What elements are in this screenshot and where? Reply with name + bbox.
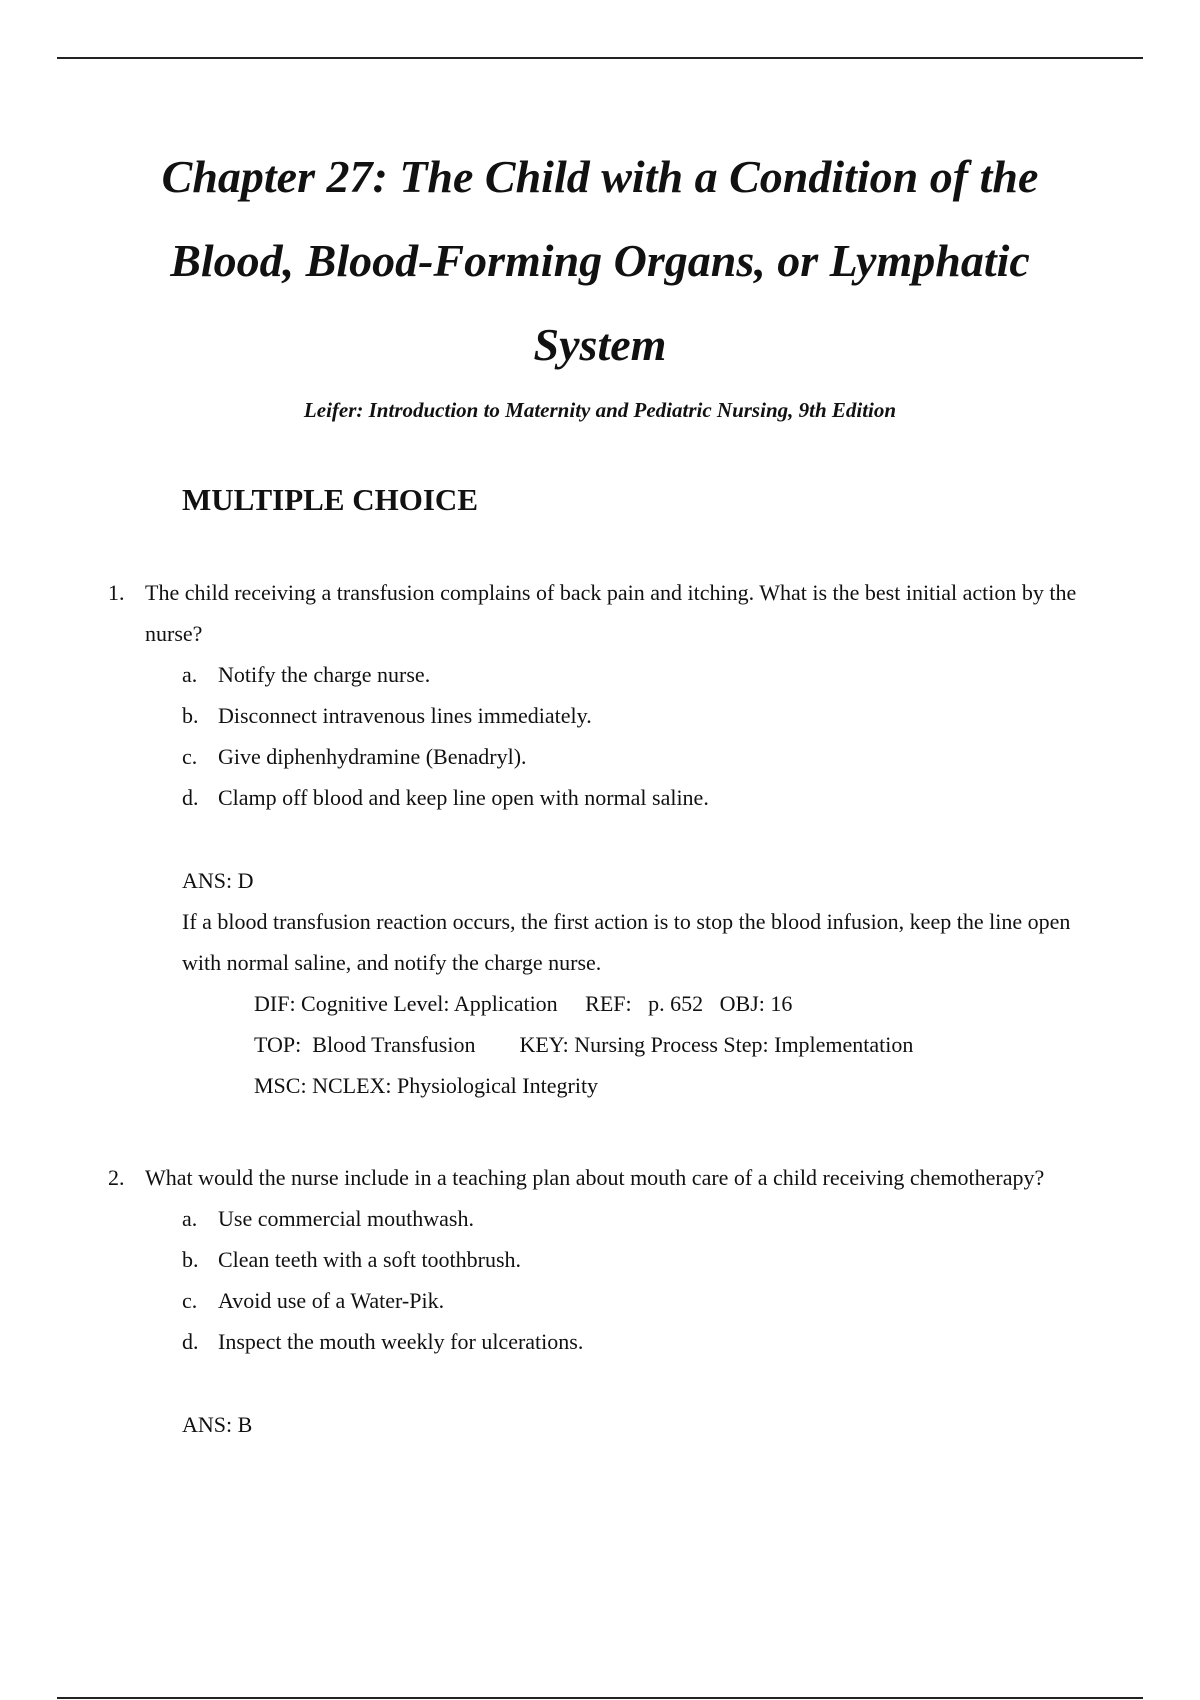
option-letter: c. — [182, 744, 198, 769]
answer-key: ANS: B — [182, 1412, 253, 1437]
metadata-topic-row: TOP: Blood Transfusion KEY: Nursing Process Step: Implementation — [254, 1032, 914, 1057]
question-stem — [108, 1157, 1088, 1198]
option-letter: d. — [182, 1329, 199, 1354]
option-text: Inspect the mouth weekly for ulcerations. — [218, 1329, 584, 1354]
option-text: Disconnect intravenous lines immediately. — [218, 703, 592, 728]
option-letter: c. — [182, 1288, 198, 1313]
option-letter: b. — [182, 1247, 199, 1272]
section-heading: MULTIPLE CHOICE — [182, 482, 478, 517]
option-text: Clean teeth with a soft toothbrush. — [218, 1247, 522, 1272]
question-text: What would the nurse include in a teaching plan about mouth care of a child receiving chemotherapy? — [145, 1165, 1045, 1190]
option-d — [182, 1321, 1088, 1362]
chapter-title: Chapter 27: The Child with a Condition of the Blood, Blood-Forming Organs, or Lymphatic System — [161, 151, 1039, 370]
metadata-msc-row: MSC: NCLEX: Physiological Integrity — [254, 1073, 599, 1098]
option-text: Avoid use of a Water-Pik. — [218, 1288, 445, 1313]
option-letter: b. — [182, 703, 199, 728]
option-text: Clamp off blood and keep line open with normal saline. — [218, 785, 709, 810]
bottom-rule — [57, 1697, 1143, 1699]
metadata-difficulty-row: DIF: Cognitive Level: Application REF: p. 652 OBJ: 16 — [254, 991, 793, 1016]
option-d — [182, 777, 1088, 818]
option-c — [182, 736, 1088, 777]
option-text: Notify the charge nurse. — [218, 662, 431, 687]
option-letter: d. — [182, 785, 199, 810]
option-a — [182, 1198, 1088, 1239]
question-2 — [108, 1157, 1088, 1445]
answer-options — [108, 1198, 1088, 1362]
option-text: Use commercial mouthwash. — [218, 1206, 474, 1231]
question-number: 2. — [108, 1165, 125, 1190]
question-1 — [108, 572, 1088, 1106]
option-a — [182, 654, 1088, 695]
top-rule — [57, 57, 1143, 59]
question-text: The child receiving a transfusion complains of back pain and itching. What is the best initial action by the nurse? — [145, 580, 1077, 646]
book-subtitle: Leifer: Introduction to Maternity and Pediatric Nursing, 9th Edition — [303, 398, 897, 422]
question-number: 1. — [108, 580, 125, 605]
option-text: Give diphenhydramine (Benadryl). — [218, 744, 527, 769]
answer-rationale: If a blood transfusion reaction occurs, the first action is to stop the blood infusion, keep the line open with normal saline, and notify the charge nurse. — [182, 909, 1071, 975]
option-c — [182, 1280, 1088, 1321]
option-letter: a. — [182, 1206, 198, 1231]
question-stem — [108, 572, 1088, 654]
option-b — [182, 695, 1088, 736]
answer-options — [108, 654, 1088, 818]
answer-key: ANS: D — [182, 868, 254, 893]
question-metadata — [108, 983, 1088, 1106]
option-letter: a. — [182, 662, 198, 687]
option-b — [182, 1239, 1088, 1280]
